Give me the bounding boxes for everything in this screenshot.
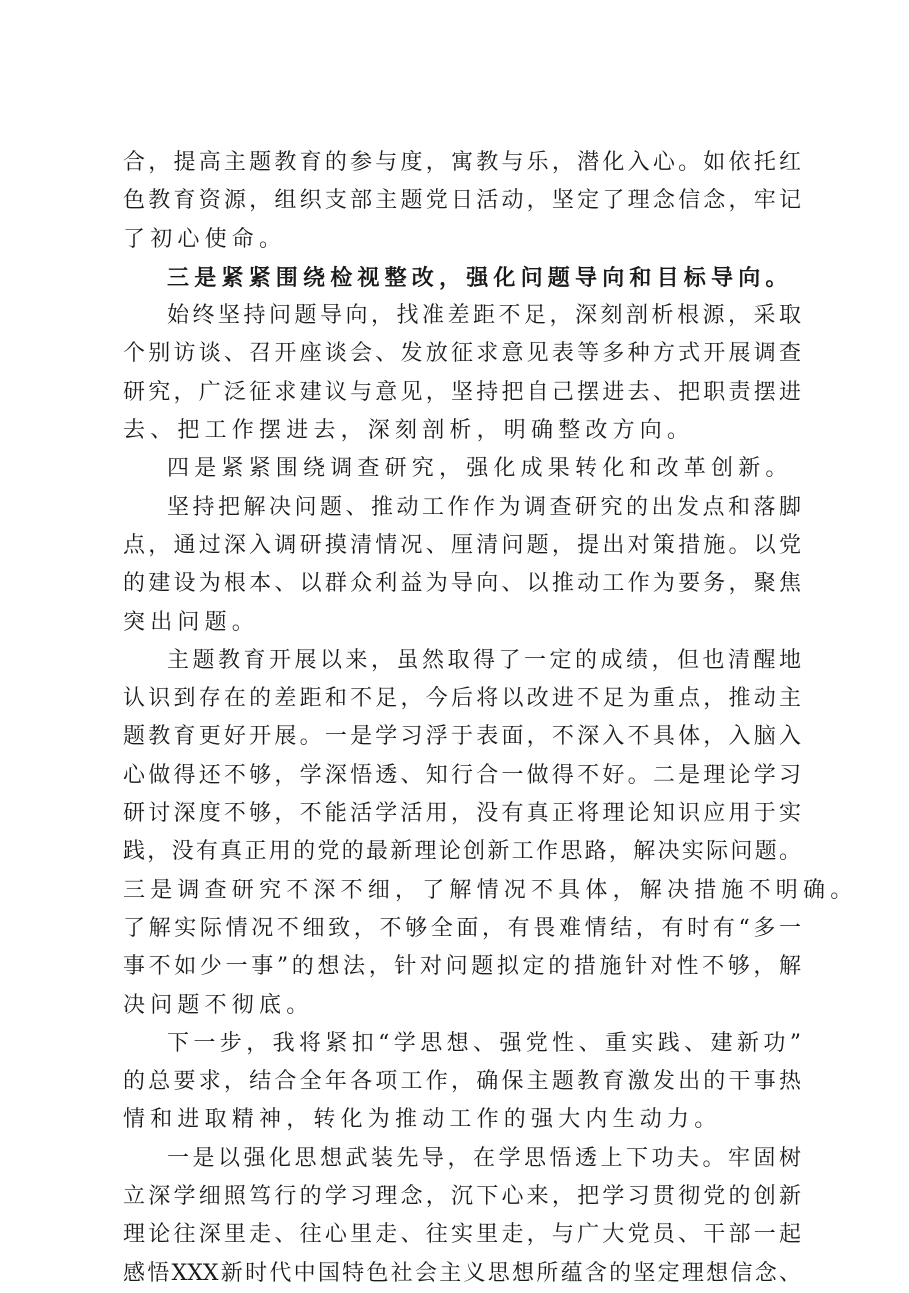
paragraph-line: 决问题不彻底。 <box>123 992 314 1018</box>
paragraph-line: 坚持把解决问题、推动工作作为调查研究的出发点和落脚 <box>167 494 801 520</box>
section-heading-line: 三是紧紧围绕检视整改，强化问题导向和目标导向。 <box>167 264 793 291</box>
paragraph-line: 主题教育开展以来，虽然取得了一定的成绩，但也清醒地 <box>167 647 801 673</box>
paragraph-line: 个别访谈、召开座谈会、发放征求意见表等多种方式开展调查 <box>123 341 801 367</box>
paragraph-line: 认识到存在的差距和不足，今后将以改进不足为重点，推动主 <box>123 686 801 712</box>
paragraph-line: 突出问题。 <box>123 609 260 635</box>
paragraph-line: 题教育更好开展。一是学习浮于表面，不深入不具体，入脑入 <box>123 724 801 750</box>
paragraph-line: 感悟XXX新时代中国特色社会主义思想所蕴含的坚定理想信念、 <box>123 1260 801 1286</box>
document-body <box>123 144 858 1293</box>
paragraph-line: 三是调查研究不深不细，了解情况不具体，解决措施不明确。 <box>123 877 858 903</box>
paragraph-line: 四是紧紧围绕调查研究，强化成果转化和改革创新。 <box>167 456 793 482</box>
paragraph-line: 研讨深度不够，不能活学活用，没有真正将理论知识应用于实 <box>123 801 801 827</box>
paragraph-line: 去、把工作摆进去，深刻剖析，明确整改方向。 <box>123 418 695 444</box>
paragraph-line: 的建设为根本、以群众利益为导向、以推动工作为要务，聚焦 <box>123 571 801 597</box>
paragraph-line: 始终坚持问题导向，找准差距不足，深刻剖析根源，采取 <box>167 303 801 329</box>
paragraph-line: 理论往深里走、往心里走、往实里走，与广大党员、干部一起 <box>123 1222 801 1248</box>
paragraph-line: 点，通过深入调研摸清情况、厘清问题，提出对策措施。以党 <box>123 532 801 558</box>
paragraph-line: 了解实际情况不细致，不够全面，有畏难情结，有时有“多一 <box>123 915 801 941</box>
paragraph-line: 一是以强化思想武装先导，在学思悟透上下功夫。牢固树 <box>167 1145 801 1171</box>
paragraph-line: 研究，广泛征求建议与意见，坚持把自己摆进去、把职责摆进 <box>123 379 801 405</box>
paragraph-line: 心做得还不够，学深悟透、知行合一做得不好。二是理论学习 <box>123 762 801 788</box>
paragraph-line: 色教育资源，组织支部主题党日活动，坚定了理念信念，牢记 <box>123 188 801 214</box>
paragraph-line: 了初心使命。 <box>123 226 287 252</box>
paragraph-line: 下一步，我将紧扣“学思想、强党性、重实践、建新功” <box>167 1030 801 1056</box>
paragraph-line: 践，没有真正用的党的最新理论创新工作思路，解决实际问题。 <box>123 839 801 865</box>
paragraph-line: 立深学细照笃行的学习理念，沉下心来，把学习贯彻党的创新 <box>123 1184 801 1210</box>
paragraph-line: 的总要求，结合全年各项工作，确保主题教育激发出的干事热 <box>123 1069 801 1095</box>
paragraph-line: 事不如少一事”的想法，针对问题拟定的措施针对性不够，解 <box>123 954 801 980</box>
paragraph-line: 情和进取精神，转化为推动工作的强大内生动力。 <box>123 1107 722 1133</box>
paragraph-line: 合，提高主题教育的参与度，寓教与乐，潜化入心。如依托红 <box>123 150 801 175</box>
